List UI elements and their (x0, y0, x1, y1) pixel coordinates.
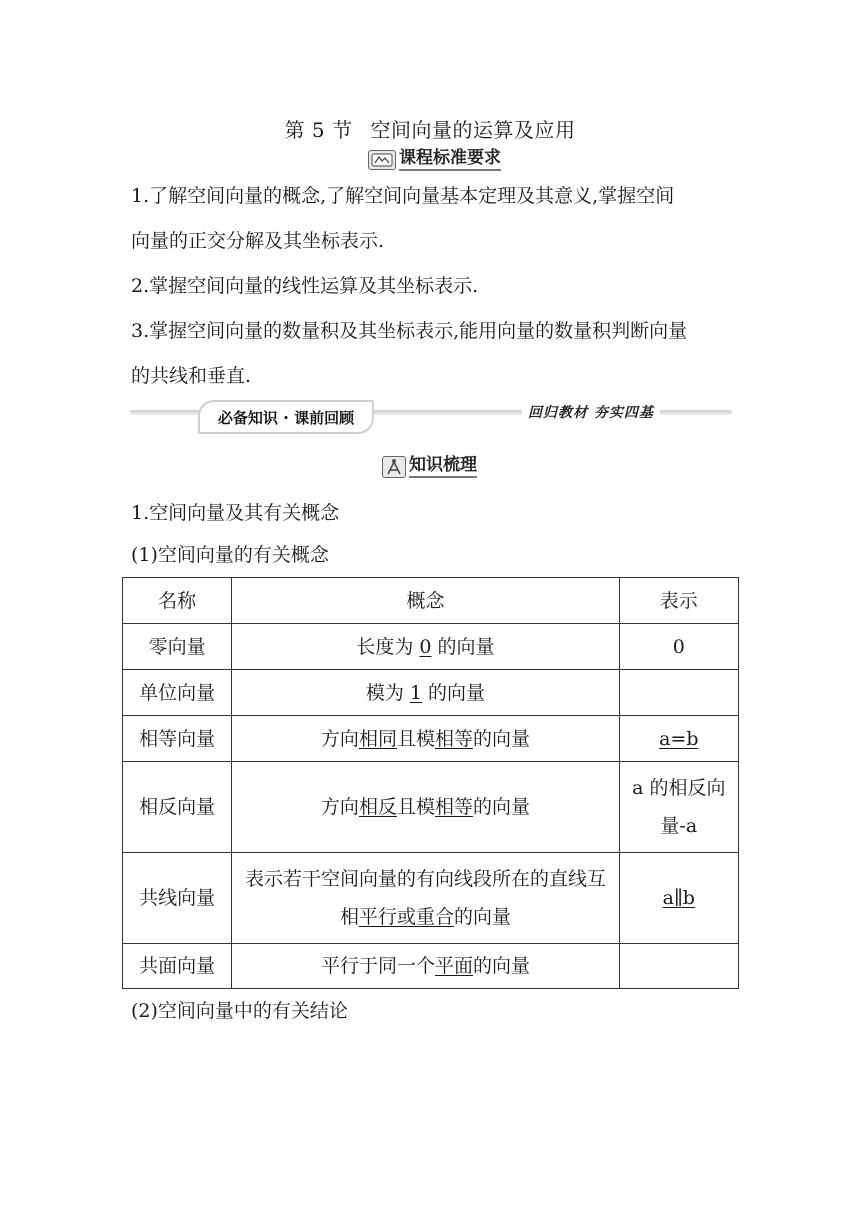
concept-text: 的向量 (472, 796, 530, 818)
knowledge-label: 知识梳理 (409, 455, 477, 478)
row-concept-cell (232, 853, 619, 944)
table-row (123, 762, 739, 853)
concept-text: 的向量 (472, 727, 530, 750)
concept-keyword: 平行或重合 (358, 906, 454, 928)
requirement-3-line-2: 的共线和垂直. (131, 365, 252, 387)
concept-text: 长度为 (356, 635, 420, 658)
representation-text: 0 (672, 635, 685, 658)
row-concept-cell (232, 670, 619, 716)
row-representation-cell (619, 670, 738, 716)
row-name-cell: 相等向量 (123, 716, 232, 762)
section-title (0, 114, 860, 143)
row-representation-cell (619, 944, 738, 989)
row-concept-cell (232, 762, 619, 853)
row-representation-cell (619, 716, 738, 762)
concept-text: 且模 (396, 727, 435, 750)
banner-label: 必备知识 · 课前回顾 (198, 400, 374, 434)
table-header-representation: 表示 (619, 578, 738, 624)
requirement-1-line-1: 1.了解空间向量的概念,了解空间向量基本定理及其意义,掌握空间 (131, 185, 675, 207)
row-representation-cell (619, 853, 738, 944)
row-concept-cell (232, 624, 619, 670)
table-row (123, 624, 739, 670)
concept-text: 的向量 (422, 681, 486, 704)
concept-keyword: 平面 (434, 955, 473, 977)
requirement-3-line-1: 3.掌握空间向量的数量积及其坐标表示,能用向量的数量积判断向量 (131, 320, 688, 342)
row-name-cell: 共面向量 (123, 944, 232, 989)
representation-text: a=b (659, 727, 699, 750)
concept-keyword: 相同 (358, 727, 397, 750)
table-header-row (123, 578, 739, 624)
concept-text: 模为 (365, 681, 410, 704)
row-representation-cell (619, 624, 738, 670)
standards-badge (368, 148, 501, 171)
concept-text: 方向 (320, 727, 359, 750)
row-name-cell: 共线向量 (123, 853, 232, 944)
concept-text: 平行于同一个 (320, 955, 435, 977)
concept-text: 且模 (396, 796, 435, 818)
table-row (123, 944, 739, 989)
requirement-1-line-2: 向量的正交分解及其坐标表示. (131, 230, 385, 252)
table-row (123, 853, 739, 944)
table-row (123, 670, 739, 716)
section-banner (130, 400, 732, 434)
concept-keyword: 1 (409, 681, 423, 704)
concept-text: 的向量 (472, 955, 530, 977)
row-concept-cell (232, 716, 619, 762)
heading-2: (2)空间向量中的有关结论 (131, 1000, 348, 1022)
representation-text: a 的相反向量-a (632, 777, 726, 837)
standards-label: 课程标准要求 (399, 148, 501, 171)
concept-text: 的向量 (453, 906, 511, 928)
section-name: 空间向量的运算及应用 (370, 118, 576, 142)
knowledge-badge (382, 455, 477, 478)
row-representation-cell (619, 762, 738, 853)
compass-icon (382, 456, 406, 478)
concept-keyword: 相等 (434, 796, 473, 818)
table-header-concept: 概念 (232, 578, 619, 624)
banner-slogan: 回归教材 夯实四基 (522, 402, 660, 422)
table-row (123, 716, 739, 762)
representation-text: a∥b (662, 887, 695, 909)
concept-text: 方向 (320, 796, 359, 818)
section-number: 第 5 节 (284, 118, 353, 142)
heading-1-sub: (1)空间向量的有关概念 (131, 544, 329, 566)
table-body (123, 624, 739, 989)
row-name-cell: 相反向量 (123, 762, 232, 853)
concept-keyword: 相反 (358, 796, 397, 818)
table-header-name: 名称 (123, 578, 232, 624)
row-name-cell: 零向量 (123, 624, 232, 670)
standards-icon (368, 150, 396, 170)
concept-text: 表示若干空间向量的有向线段所在的直线互相 (244, 868, 606, 928)
concept-text: 的向量 (431, 635, 495, 658)
concept-keyword: 相等 (434, 727, 473, 750)
concept-table (122, 577, 739, 989)
heading-1: 1.空间向量及其有关概念 (131, 502, 340, 524)
concept-keyword: 0 (419, 635, 432, 658)
requirement-2: 2.掌握空间向量的线性运算及其坐标表示. (131, 275, 479, 297)
row-concept-cell (232, 944, 619, 989)
row-name-cell: 单位向量 (123, 670, 232, 716)
